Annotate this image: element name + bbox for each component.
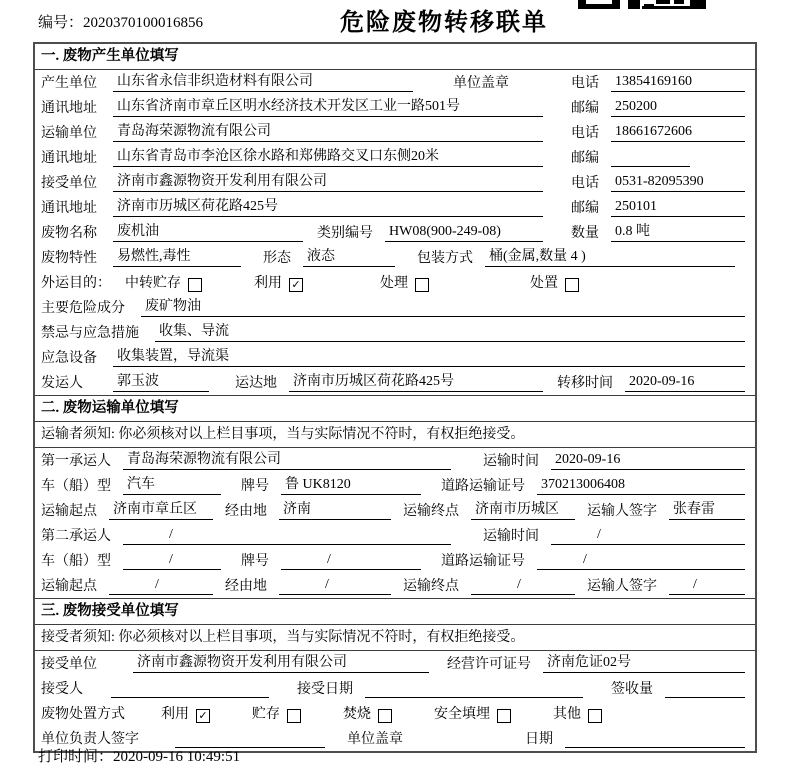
vehicle-type-value: 汽车: [123, 473, 221, 495]
receiver-person-label: 接受人: [41, 682, 83, 697]
plate-number-label: 牌号: [241, 554, 269, 569]
quantity-label: 数量: [571, 226, 599, 241]
section1-header: 一. 废物产生单位填写: [35, 44, 755, 70]
transporter-signature-label: 运输人签字: [587, 504, 657, 519]
receive-date-label: 接受日期: [297, 682, 353, 697]
receiver-unit-label: 接受单位: [41, 176, 97, 191]
receiver-postcode-value: 250101: [611, 199, 745, 217]
origin-label: 运输起点: [41, 579, 97, 594]
carrier2-label: 第二承运人: [41, 529, 111, 544]
transporter-unit-row: [35, 120, 755, 145]
checkbox-dispose: [565, 278, 579, 292]
via-label: 经由地: [225, 504, 267, 519]
print-time-label: 打印时间：: [38, 749, 114, 765]
waste-characteristics-label: 废物特性: [41, 251, 97, 266]
transporter-address-row: [35, 145, 755, 170]
transporter-phone-value: 18661672606: [611, 124, 745, 142]
checkbox-treat: [415, 278, 429, 292]
checkbox-transfer-storage: [188, 278, 202, 292]
transporter-address-value: 山东省青岛市李沧区徐水路和郑佛路交叉口东侧20米: [113, 145, 543, 167]
carrier2-value: /: [123, 527, 451, 545]
checkbox-utilize: ✓: [196, 709, 210, 723]
carrier1-value: 青岛海荣源物流有限公司: [123, 448, 451, 470]
transporter-signature-label: 运输人签字: [587, 579, 657, 594]
transporter-unit-label: 运输单位: [41, 126, 97, 141]
vehicle2-row: [35, 548, 755, 573]
plate-number2-value: /: [281, 552, 421, 570]
receiver-unit-row: [35, 170, 755, 195]
serial-label: 编号：: [38, 15, 84, 31]
producer-address-value: 山东省济南市章丘区明水经济技术开发区工业一路501号: [113, 95, 543, 117]
receiver-address-value: 济南市历城区荷花路425号: [113, 195, 543, 217]
via-label: 经由地: [225, 579, 267, 594]
waste-characteristics-row: [35, 245, 755, 270]
receiver-address-row: [35, 195, 755, 220]
route2-row: [35, 573, 755, 598]
page-title: 危险废物转移联单: [340, 10, 548, 36]
vehicle-type2-value: /: [123, 552, 221, 570]
serial-value: 2020370100016856: [83, 15, 204, 31]
transport-time-label: 运输时间: [483, 454, 539, 469]
checkbox-incinerate: [378, 709, 392, 723]
phone-label: 电话: [571, 176, 599, 191]
other-label: 其他: [553, 707, 581, 722]
emergency-equipment-value: 收集装置，导流渠: [113, 345, 745, 367]
landfill-label: 安全填埋: [434, 707, 490, 722]
origin-label: 运输起点: [41, 504, 97, 519]
qr-code-fragment: [578, 0, 706, 10]
transporter-unit-value: 青岛海荣源物流有限公司: [113, 120, 543, 142]
license-number-value: 济南危证02号: [543, 651, 745, 673]
carrier1-label: 第一承运人: [41, 454, 111, 469]
phone-label: 电话: [571, 126, 599, 141]
section2-header: 二. 废物运输单位填写: [35, 395, 755, 422]
checkbox-utilize: ✓: [289, 278, 303, 292]
transporter-signature-value: 张春雷: [669, 498, 745, 520]
print-time-value: 2020-09-16 10:49:51: [113, 749, 241, 765]
origin2-value: /: [109, 577, 213, 595]
utilize-label: 利用: [161, 707, 189, 722]
receiving-unit-value: 济南市鑫源物资开发利用有限公司: [133, 651, 429, 673]
via2-value: /: [279, 577, 391, 595]
terminus2-value: /: [471, 577, 575, 595]
disposal-method-label: 废物处置方式: [41, 707, 125, 722]
outbound-purpose-label: 外运目的：: [41, 276, 111, 291]
route1-row: [35, 498, 755, 523]
waste-name-value: 废机油: [113, 220, 303, 242]
main-hazard-value: 废矿物油: [141, 295, 745, 317]
postcode-label: 邮编: [571, 201, 599, 216]
producer-address-row: [35, 95, 755, 120]
carrier2-row: [35, 523, 755, 548]
receiving-unit-row: [35, 651, 755, 676]
main-hazard-label: 主要危险成分: [41, 301, 125, 316]
carrier1-row: [35, 448, 755, 473]
phone-label: 电话: [571, 76, 599, 91]
main-hazard-row: [35, 295, 755, 320]
checkbox-landfill: [497, 709, 511, 723]
emergency-equipment-label: 应急设备: [41, 351, 97, 366]
address-label: 通讯地址: [41, 201, 97, 216]
producer-unit-row: [35, 70, 755, 95]
unit-seal-label: 单位盖章: [347, 732, 403, 747]
quantity-value: 0.8 吨: [611, 220, 745, 242]
emergency-measures-value: 收集、导流: [155, 320, 745, 342]
terminus-value: 济南市历城区: [471, 498, 575, 520]
receiver-person-row: [35, 676, 755, 701]
waste-name-label: 废物名称: [41, 226, 97, 241]
outbound-purpose-row: [35, 270, 755, 295]
transfer-storage-label: 中转贮存: [125, 276, 181, 291]
receiver-phone-value: 0531-82095390: [611, 174, 745, 192]
receive-date-value: [365, 682, 583, 698]
receiver-notice: 接受者须知: 你必须核对以上栏目事项，当与实际情况不符时，有权拒绝接受。: [35, 625, 755, 651]
receiving-unit-label: 接受单位: [41, 657, 97, 672]
postcode-label: 邮编: [571, 101, 599, 116]
transfer-date-value: 2020-09-16: [625, 374, 745, 392]
utilize-label: 利用: [254, 276, 282, 291]
vehicle1-row: [35, 473, 755, 498]
origin-value: 济南市章丘区: [109, 498, 213, 520]
physical-form-value: 液态: [303, 245, 395, 267]
responsible-signature-label: 单位负责人签字: [41, 732, 139, 747]
packaging-label: 包装方式: [417, 251, 473, 266]
vehicle-type-label: 车（船）型: [41, 479, 111, 494]
producer-postcode-value: 250200: [611, 99, 745, 117]
destination-label: 运达地: [235, 376, 277, 391]
license-number-label: 经营许可证号: [447, 657, 531, 672]
road-permit-label: 道路运输证号: [441, 554, 525, 569]
address-label: 通讯地址: [41, 151, 97, 166]
vehicle-type-label: 车（船）型: [41, 554, 111, 569]
terminus-label: 运输终点: [403, 504, 459, 519]
road-permit-value: 370213006408: [537, 477, 745, 495]
category-code-value: HW08(900-249-08): [385, 224, 543, 242]
producer-unit-value: 山东省永信非织造材料有限公司: [113, 70, 413, 92]
consignor-row: [35, 370, 755, 395]
emergency-equipment-row: [35, 345, 755, 370]
producer-phone-value: 13854169160: [611, 74, 745, 92]
address-label: 通讯地址: [41, 101, 97, 116]
destination-value: 济南市历城区荷花路425号: [289, 370, 543, 392]
plate-number-label: 牌号: [241, 479, 269, 494]
waste-characteristics-value: 易燃性,毒性: [113, 245, 241, 267]
road-permit-label: 道路运输证号: [441, 479, 525, 494]
store-label: 贮存: [252, 707, 280, 722]
checkbox-store: [287, 709, 301, 723]
producer-unit-label: 产生单位: [41, 76, 97, 91]
emergency-measures-row: [35, 320, 755, 345]
incinerate-label: 焚烧: [343, 707, 371, 722]
treat-label: 处理: [380, 276, 408, 291]
unit-seal-label: 单位盖章: [453, 76, 509, 91]
transport-time-label: 运输时间: [483, 529, 539, 544]
received-quantity-value: [665, 682, 745, 698]
transport-time-value: 2020-09-16: [551, 452, 745, 470]
consignor-label: 发运人: [41, 376, 83, 391]
date-label: 日期: [525, 732, 553, 747]
date-value: [565, 732, 745, 748]
terminus-label: 运输终点: [403, 579, 459, 594]
transporter-postcode-value: [611, 151, 690, 167]
dispose-label: 处置: [530, 276, 558, 291]
section3-header: 三. 废物接受单位填写: [35, 598, 755, 625]
waste-name-row: [35, 220, 755, 245]
receiver-person-value: [111, 682, 269, 698]
emergency-measures-label: 禁忌与应急措施: [41, 326, 139, 341]
transport-time2-value: /: [551, 527, 745, 545]
transporter-signature2-value: /: [669, 577, 745, 595]
plate-number-value: 鲁 UK8120: [281, 473, 421, 495]
waste-transfer-form: [33, 42, 757, 753]
print-time: [38, 745, 240, 766]
postcode-label: 邮编: [571, 151, 599, 166]
received-quantity-label: 签收量: [611, 682, 653, 697]
transfer-date-label: 转移时间: [557, 376, 613, 391]
via-value: 济南: [279, 498, 391, 520]
receiver-unit-value: 济南市鑫源物资开发利用有限公司: [113, 170, 543, 192]
checkbox-other: [588, 709, 602, 723]
physical-form-label: 形态: [263, 251, 291, 266]
category-code-label: 类别编号: [317, 226, 373, 241]
road-permit2-value: /: [537, 552, 745, 570]
packaging-value: 桶(金属,数量 4 ): [485, 245, 735, 267]
disposal-method-row: [35, 701, 755, 726]
transporter-notice: 运输者须知: 你必须核对以上栏目事项，当与实际情况不符时，有权拒绝接受。: [35, 422, 755, 448]
consignor-value: 郭玉波: [113, 370, 209, 392]
